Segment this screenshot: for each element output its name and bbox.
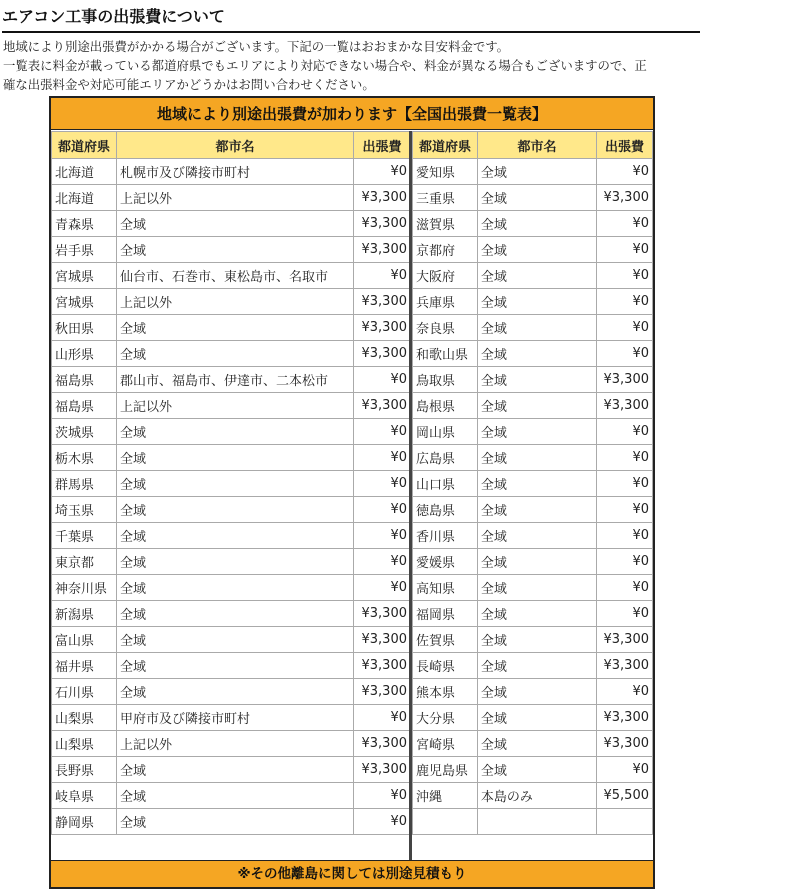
table-header-row	[52, 132, 411, 159]
table-row	[413, 211, 653, 237]
prefecture-cell: 大分県	[413, 705, 478, 731]
fee-cell: ¥3,300	[597, 731, 653, 757]
fee-cell: ¥0	[354, 159, 411, 185]
city-cell: 全域	[117, 341, 354, 367]
table-row	[52, 783, 411, 809]
city-cell: 本島のみ	[477, 783, 596, 809]
city-cell: 全域	[477, 367, 596, 393]
prefecture-cell: 福岡県	[413, 601, 478, 627]
table-row	[413, 315, 653, 341]
city-cell: 上記以外	[117, 289, 354, 315]
city-cell: 全域	[117, 679, 354, 705]
table-row	[52, 627, 411, 653]
prefecture-cell: 茨城県	[52, 419, 117, 445]
prefecture-cell: 長野県	[52, 757, 117, 783]
prefecture-cell: 千葉県	[52, 523, 117, 549]
city-cell: 全域	[477, 575, 596, 601]
fee-cell: ¥0	[354, 445, 411, 471]
fee-table-right-body	[413, 159, 653, 835]
table-row	[52, 315, 411, 341]
header-fee: 出張費	[597, 132, 653, 159]
table-row	[413, 601, 653, 627]
fee-cell: ¥0	[597, 497, 653, 523]
prefecture-cell: 山梨県	[52, 731, 117, 757]
prefecture-cell: 三重県	[413, 185, 478, 211]
fee-cell: ¥0	[354, 705, 411, 731]
table-header-row	[413, 132, 653, 159]
fee-cell: ¥0	[597, 263, 653, 289]
city-cell: 全域	[477, 549, 596, 575]
fee-cell: ¥3,300	[354, 731, 411, 757]
header-prefecture: 都道府県	[52, 132, 117, 159]
fee-table-footer-note: ※その他離島に関しては別途見積もり	[51, 860, 653, 887]
intro-line: 確な出張料金や対応可能エリアかどうかはお問い合わせください。	[3, 77, 375, 92]
city-cell: 全域	[117, 523, 354, 549]
fee-cell: ¥0	[597, 445, 653, 471]
city-cell: 全域	[117, 757, 354, 783]
city-cell: 全域	[477, 393, 596, 419]
fee-table-left-body	[52, 159, 411, 835]
city-cell: 全域	[477, 679, 596, 705]
table-row	[52, 367, 411, 393]
city-cell: 全域	[117, 575, 354, 601]
city-cell: 全域	[477, 237, 596, 263]
prefecture-cell: 広島県	[413, 445, 478, 471]
city-cell: 全域	[477, 705, 596, 731]
city-cell: 全域	[477, 601, 596, 627]
prefecture-cell: 愛媛県	[413, 549, 478, 575]
prefecture-cell: 栃木県	[52, 445, 117, 471]
fee-cell: ¥0	[354, 263, 411, 289]
city-cell: 上記以外	[117, 185, 354, 211]
page-title: エアコン工事の出張費について	[2, 6, 700, 33]
city-cell: 全域	[477, 445, 596, 471]
table-row	[52, 653, 411, 679]
fee-table-right	[412, 131, 653, 835]
fee-cell: ¥0	[597, 679, 653, 705]
prefecture-cell: 鳥取県	[413, 367, 478, 393]
table-row	[413, 679, 653, 705]
fee-cell: ¥0	[354, 783, 411, 809]
prefecture-cell: 島根県	[413, 393, 478, 419]
city-cell: 全域	[477, 341, 596, 367]
table-row	[413, 809, 653, 835]
intro-text	[3, 37, 703, 94]
fee-cell: ¥0	[354, 809, 411, 835]
table-row	[52, 263, 411, 289]
prefecture-cell: 福島県	[52, 393, 117, 419]
prefecture-cell: 京都府	[413, 237, 478, 263]
prefecture-cell: 鹿児島県	[413, 757, 478, 783]
fee-cell: ¥3,300	[354, 679, 411, 705]
fee-cell: ¥0	[597, 419, 653, 445]
table-row	[413, 731, 653, 757]
fee-cell: ¥3,300	[354, 757, 411, 783]
table-row	[52, 757, 411, 783]
prefecture-cell: 兵庫県	[413, 289, 478, 315]
table-row	[413, 783, 653, 809]
prefecture-cell: 福島県	[52, 367, 117, 393]
prefecture-cell: 青森県	[52, 211, 117, 237]
table-row	[413, 367, 653, 393]
table-row	[52, 705, 411, 731]
city-cell: 全域	[117, 627, 354, 653]
table-row	[413, 497, 653, 523]
table-row	[52, 809, 411, 835]
table-row	[413, 263, 653, 289]
city-cell: 全域	[477, 211, 596, 237]
fee-cell: ¥0	[597, 237, 653, 263]
fee-cell: ¥0	[354, 549, 411, 575]
fee-cell: ¥0	[354, 523, 411, 549]
table-row	[413, 393, 653, 419]
fee-cell: ¥0	[597, 757, 653, 783]
prefecture-cell: 福井県	[52, 653, 117, 679]
prefecture-cell: 高知県	[413, 575, 478, 601]
table-row	[52, 731, 411, 757]
prefecture-cell: 宮崎県	[413, 731, 478, 757]
fee-cell: ¥3,300	[354, 393, 411, 419]
table-row	[52, 419, 411, 445]
city-cell: 全域	[477, 497, 596, 523]
prefecture-cell: 長崎県	[413, 653, 478, 679]
table-row	[413, 237, 653, 263]
city-cell: 札幌市及び隣接市町村	[117, 159, 354, 185]
intro-line: 地域により別途出張費がかかる場合がございます。下記の一覧はおおまかな目安料金です。	[3, 39, 510, 54]
prefecture-cell: 群馬県	[52, 471, 117, 497]
city-cell: 全域	[117, 549, 354, 575]
city-cell: 上記以外	[117, 393, 354, 419]
fee-cell: ¥3,300	[354, 211, 411, 237]
table-row	[413, 523, 653, 549]
table-row	[413, 575, 653, 601]
fee-cell: ¥3,300	[597, 627, 653, 653]
table-row	[52, 471, 411, 497]
fee-cell: ¥3,300	[354, 185, 411, 211]
city-cell: 全域	[117, 471, 354, 497]
city-cell: 全域	[477, 263, 596, 289]
city-cell: 全域	[477, 185, 596, 211]
table-row	[52, 575, 411, 601]
fee-table-left	[51, 131, 411, 835]
prefecture-cell: 和歌山県	[413, 341, 478, 367]
prefecture-cell: 石川県	[52, 679, 117, 705]
prefecture-cell: 大阪府	[413, 263, 478, 289]
city-cell: 全域	[117, 783, 354, 809]
table-row	[52, 289, 411, 315]
city-cell: 全域	[117, 315, 354, 341]
fee-cell: ¥3,300	[597, 653, 653, 679]
prefecture-cell: 山口県	[413, 471, 478, 497]
fee-cell: ¥3,300	[354, 627, 411, 653]
fee-cell: ¥3,300	[597, 185, 653, 211]
fee-cell: ¥0	[597, 315, 653, 341]
city-cell: 全域	[477, 471, 596, 497]
city-cell: 全域	[477, 653, 596, 679]
fee-cell: ¥0	[354, 497, 411, 523]
table-row	[413, 289, 653, 315]
city-cell: 全域	[117, 809, 354, 835]
prefecture-cell: 山形県	[52, 341, 117, 367]
table-row	[52, 523, 411, 549]
fee-cell: ¥0	[597, 601, 653, 627]
table-row	[413, 185, 653, 211]
prefecture-cell: 宮城県	[52, 289, 117, 315]
city-cell: 全域	[477, 289, 596, 315]
city-cell: 全域	[117, 601, 354, 627]
prefecture-cell: 宮城県	[52, 263, 117, 289]
prefecture-cell: 佐賀県	[413, 627, 478, 653]
table-row	[413, 445, 653, 471]
city-cell: 全域	[477, 159, 596, 185]
city-cell: 全域	[477, 731, 596, 757]
fee-cell: ¥0	[354, 419, 411, 445]
header-city: 都市名	[117, 132, 354, 159]
fee-cell: ¥3,300	[597, 367, 653, 393]
fee-cell: ¥0	[597, 159, 653, 185]
table-row	[52, 679, 411, 705]
table-row	[413, 419, 653, 445]
header-city: 都市名	[477, 132, 596, 159]
prefecture-cell: 岩手県	[52, 237, 117, 263]
fee-cell: ¥0	[354, 575, 411, 601]
city-cell: 郡山市、福島市、伊達市、二本松市	[117, 367, 354, 393]
header-fee: 出張費	[354, 132, 411, 159]
fee-cell: ¥0	[597, 211, 653, 237]
city-cell: 仙台市、石巻市、東松島市、名取市	[117, 263, 354, 289]
table-row	[413, 549, 653, 575]
fee-cell: ¥3,300	[354, 601, 411, 627]
prefecture-cell: 東京都	[52, 549, 117, 575]
table-row	[52, 211, 411, 237]
fee-cell: ¥0	[597, 341, 653, 367]
table-row	[52, 497, 411, 523]
table-row	[52, 237, 411, 263]
prefecture-cell: 滋賀県	[413, 211, 478, 237]
table-row	[52, 341, 411, 367]
prefecture-cell: 新潟県	[52, 601, 117, 627]
table-row	[413, 653, 653, 679]
prefecture-cell: 岐阜県	[52, 783, 117, 809]
prefecture-cell: 徳島県	[413, 497, 478, 523]
city-cell: 全域	[477, 315, 596, 341]
fee-cell: ¥5,500	[597, 783, 653, 809]
fee-cell: ¥3,300	[597, 393, 653, 419]
prefecture-cell: 静岡県	[52, 809, 117, 835]
table-row	[413, 757, 653, 783]
city-cell: 全域	[117, 419, 354, 445]
table-row	[413, 705, 653, 731]
table-row	[52, 185, 411, 211]
table-row	[52, 445, 411, 471]
fee-cell: ¥0	[597, 575, 653, 601]
fee-cell: ¥0	[354, 367, 411, 393]
city-cell: 全域	[117, 497, 354, 523]
table-row	[413, 159, 653, 185]
prefecture-cell: 奈良県	[413, 315, 478, 341]
prefecture-cell: 神奈川県	[52, 575, 117, 601]
table-row	[52, 549, 411, 575]
prefecture-cell: 北海道	[52, 185, 117, 211]
table-row	[413, 471, 653, 497]
prefecture-cell: 北海道	[52, 159, 117, 185]
prefecture-cell	[413, 809, 478, 835]
table-row	[413, 341, 653, 367]
fee-cell: ¥0	[597, 549, 653, 575]
city-cell	[477, 809, 596, 835]
city-cell: 全域	[477, 627, 596, 653]
city-cell: 全域	[477, 757, 596, 783]
prefecture-cell: 熊本県	[413, 679, 478, 705]
prefecture-cell: 愛知県	[413, 159, 478, 185]
intro-line: 一覧表に料金が載っている都道府県でもエリアにより対応できない場合や、料金が異なる場合もございますので、正	[3, 58, 647, 73]
fee-cell: ¥3,300	[354, 653, 411, 679]
fee-cell: ¥0	[597, 289, 653, 315]
table-row	[52, 159, 411, 185]
fee-cell: ¥3,300	[354, 289, 411, 315]
fee-cell: ¥3,300	[597, 705, 653, 731]
prefecture-cell: 秋田県	[52, 315, 117, 341]
city-cell: 全域	[477, 523, 596, 549]
prefecture-cell: 富山県	[52, 627, 117, 653]
prefecture-cell: 山梨県	[52, 705, 117, 731]
table-row	[52, 393, 411, 419]
city-cell: 全域	[117, 211, 354, 237]
prefecture-cell: 沖縄	[413, 783, 478, 809]
fee-table-title: 地域により別途出張費が加わります【全国出張費一覧表】	[51, 98, 653, 130]
city-cell: 上記以外	[117, 731, 354, 757]
city-cell: 全域	[477, 419, 596, 445]
prefecture-cell: 岡山県	[413, 419, 478, 445]
fee-table-frame	[49, 96, 655, 889]
table-row	[52, 601, 411, 627]
prefecture-cell: 香川県	[413, 523, 478, 549]
fee-cell: ¥0	[597, 471, 653, 497]
fee-cell: ¥3,300	[354, 315, 411, 341]
prefecture-cell: 埼玉県	[52, 497, 117, 523]
city-cell: 全域	[117, 237, 354, 263]
fee-cell	[597, 809, 653, 835]
city-cell: 全域	[117, 445, 354, 471]
fee-cell: ¥3,300	[354, 237, 411, 263]
fee-cell: ¥0	[597, 523, 653, 549]
city-cell: 全域	[117, 653, 354, 679]
city-cell: 甲府市及び隣接市町村	[117, 705, 354, 731]
fee-cell: ¥0	[354, 471, 411, 497]
header-prefecture: 都道府県	[413, 132, 478, 159]
table-row	[413, 627, 653, 653]
fee-cell: ¥3,300	[354, 341, 411, 367]
